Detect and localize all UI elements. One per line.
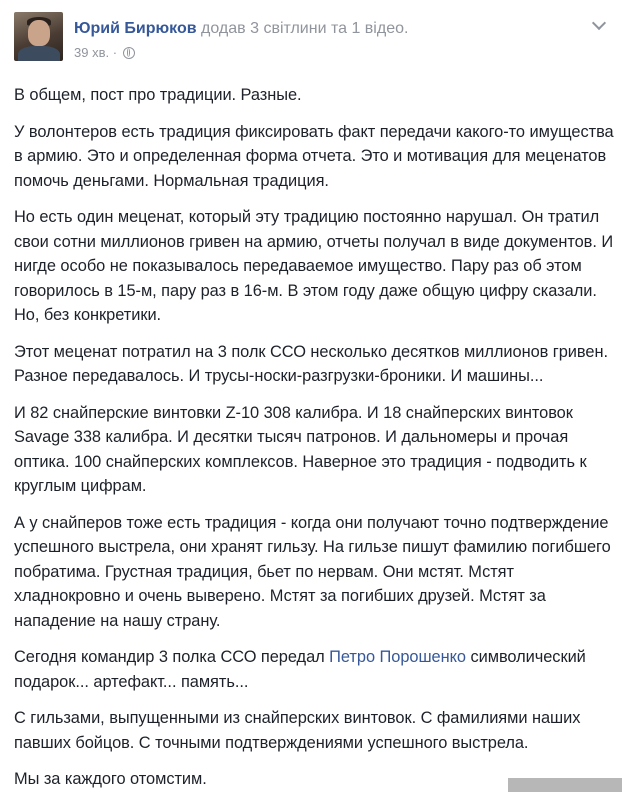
post-header [14,12,608,68]
post-paragraph: А у снайперов тоже есть традиция - когда они получают точно подтверждение успешного выстрела, они хранят гильзу. На гильзе пишут фамилию погибшего побратима. Грустная традиция, бьет по нервам. Они мстят. Мстят хладнокровно и очень выверено. Мстят за погибших друзей. Мстят за нападение на нашу страну. [14,513,611,630]
post-paragraph-with-mention [14,645,614,694]
globe-icon [123,47,135,59]
chevron-down-icon[interactable] [592,16,606,30]
post-body [14,83,614,804]
post-paragraph: Мы за каждого отомстим. [14,770,207,788]
post-paragraph: Этот меценат потратил на 3 полк ССО несколько десятков миллионов гривен. Разное передавалось. И трусы-носки-разгрузки-броники. И машины... [14,342,608,385]
post-action-text: додав 3 світлини та 1 відео. [201,20,409,37]
mention-suffix-text: символический подарок... артефакт... память... [14,648,586,691]
mention-prefix-text: Сегодня командир 3 полка ССО передал [14,648,330,666]
post-title-line [74,20,408,38]
avatar[interactable] [14,12,63,61]
author-name-link[interactable]: Юрий Бирюков [74,20,197,37]
post-paragraph: В общем, пост про традиции. Разные. [14,86,302,104]
post-paragraph: С гильзами, выпущенными из снайперских винтовок. С фамилиями наших павших бойцов. С точными подтверждениями успешного выстрела. [14,709,581,752]
post-paragraph: Но есть один меценат, который эту традицию постоянно нарушал. Он тратил свои сотни миллионов гривен на армию, отчеты получал в виде документов. И нигде особо не показывалось передаваемое имущество. Пару раз об этом говорилось в 15-м, пару раз в 16-м. В этом году даже общую цифру сказали. Но, без конкретики. [14,208,614,324]
post-paragraph: И 82 снайперские винтовки Z-10 308 калибра. И 18 снайперских винтовок Savage 338 калибра. И десятки тысяч патронов. И дальномеры и прочая оптика. 100 снайперских комплексов. Наверное это традиция - подводить к круглым цифрам. [14,403,587,495]
post-timestamp[interactable]: 39 хв. · [74,45,118,60]
mention-link[interactable]: Петро Порошенко [329,648,466,666]
post-meta [74,45,135,60]
post-paragraph: У волонтеров есть традиция фиксировать факт передачи какого-то имущества в армию. Это и определенная форма отчета. Это и мотивация для меценатов помочь деньгами. Нормальная традиция. [14,122,614,190]
media-preview-edge [508,778,622,792]
